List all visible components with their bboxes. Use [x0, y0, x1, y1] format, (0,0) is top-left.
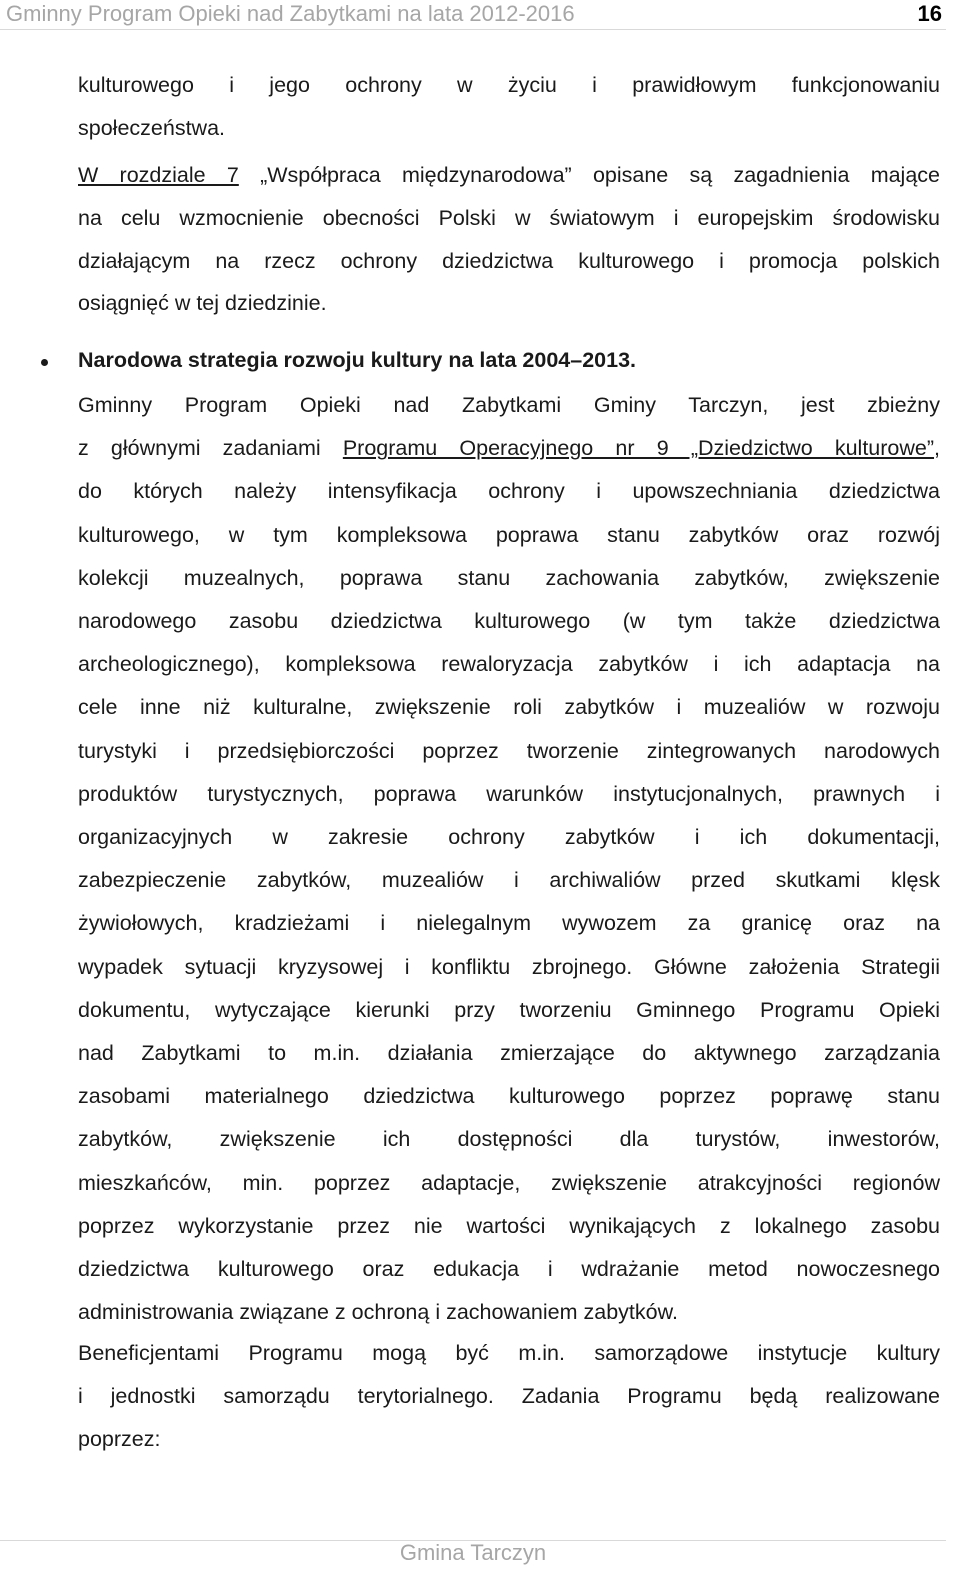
text-line: mieszkańców, min. poprzez adaptacje, zwiększenie atrakcyjności regionów	[78, 1170, 940, 1195]
page-footer: Gmina Tarczyn	[399, 1540, 547, 1565]
paragraph-1	[78, 64, 940, 150]
bullet-dot-icon	[41, 359, 48, 366]
page-header	[0, 0, 960, 30]
text-line	[78, 427, 940, 470]
text-line: i jednostki samorządu terytorialnego. Zadania Programu będą realizowane	[78, 1384, 940, 1409]
header-title: Gminny Program Opieki nad Zabytkami na lata 2012-2016	[6, 1, 575, 26]
text-line: turystyki i przedsiębiorczości poprzez tworzenie zintegrowanych narodowych	[78, 738, 940, 763]
text-line: kolekcji muzealnych, poprawa stanu zachowania zabytków, zwiększenie	[78, 565, 940, 590]
text-span: ,	[934, 436, 940, 461]
paragraph-2	[78, 154, 940, 325]
text-line	[78, 154, 940, 197]
text-line: dokumentu, wytyczające kierunki przy tworzeniu Gminnego Programu Opieki	[78, 997, 940, 1022]
text-line: Beneficjentami Programu mogą być m.in. samorządowe instytucje kultury	[78, 1341, 940, 1365]
text-span: „Współpraca międzynarodowa” opisane są zagadnienia mające	[238, 163, 940, 187]
header-divider	[0, 29, 946, 30]
text-line: do których należy intensyfikacja ochrony i upowszechniania dziedzictwa	[78, 479, 940, 504]
text-line: narodowego zasobu dziedzictwa kulturowego (w tym także dziedzictwa	[78, 609, 940, 634]
text-line: zabytków, zwiększenie ich dostępności dla turystów, inwestorów,	[78, 1127, 940, 1152]
text-line: działającym na rzecz ochrony dziedzictwa kulturowego i promocja polskich	[78, 248, 940, 273]
text-line: poprzez wykorzystanie przez nie wartości wynikających z lokalnego zasobu	[78, 1213, 940, 1238]
text-line: społeczeństwa.	[78, 115, 225, 140]
text-line: wypadek sytuacji kryzysowej i konfliktu zbrojnego. Główne założenia Strategii	[78, 954, 940, 979]
text-line: nad Zabytkami to m.in. działania zmierzające do aktywnego zarządzania	[78, 1041, 940, 1066]
paragraph-4	[78, 1332, 940, 1462]
program-link[interactable]: Programu Operacyjnego nr 9 „Dziedzictwo kulturowe”	[342, 436, 935, 461]
text-line: cele inne niż kulturalne, zwiększenie roli zabytków i muzealiów w rozwoju	[78, 695, 940, 720]
chapter-link[interactable]: W rozdziale 7	[78, 163, 239, 187]
text-line: kulturowego i jego ochrony w życiu i prawidłowym funkcjonowaniu	[78, 73, 940, 97]
text-line: poprzez:	[78, 1427, 161, 1452]
bullet-heading: Narodowa strategia rozwoju kultury na lata 2004–2013.	[78, 348, 637, 372]
text-line: osiągnięć w tej dziedzinie.	[78, 291, 327, 316]
text-line: Gminny Program Opieki nad Zabytkami Gminy Tarczyn, jest zbieżny	[78, 393, 940, 417]
text-span: z głównymi zadaniami	[78, 436, 343, 461]
text-line: zabezpieczenie zabytków, muzealiów i archiwaliów przed skutkami klęsk	[78, 868, 940, 893]
page-number: 16	[917, 1, 942, 26]
text-line: dziedzictwa kulturowego oraz edukacja i wdrażanie metod nowoczesnego	[78, 1257, 940, 1282]
text-line: kulturowego, w tym kompleksowa poprawa stanu zabytków oraz rozwój	[78, 522, 940, 547]
text-line: żywiołowych, kradzieżami i nielegalnym wywozem za granicę oraz na	[78, 911, 940, 936]
paragraph-3	[78, 384, 940, 1334]
text-line: zasobami materialnego dziedzictwa kulturowego poprzez poprawę stanu	[78, 1084, 940, 1109]
text-line: organizacyjnych w zakresie ochrony zabytków i ich dokumentacji,	[78, 825, 940, 850]
text-line: produktów turystycznych, poprawa warunków instytucjonalnych, prawnych i	[78, 781, 940, 806]
text-line: na celu wzmocnienie obecności Polski w światowym i europejskim środowisku	[78, 205, 940, 230]
bullet-item	[0, 348, 960, 378]
text-line: archeologicznego), kompleksowa rewaloryzacja zabytków i ich adaptacja na	[78, 652, 940, 677]
text-line: administrowania związane z ochroną i zachowaniem zabytków.	[78, 1300, 678, 1325]
